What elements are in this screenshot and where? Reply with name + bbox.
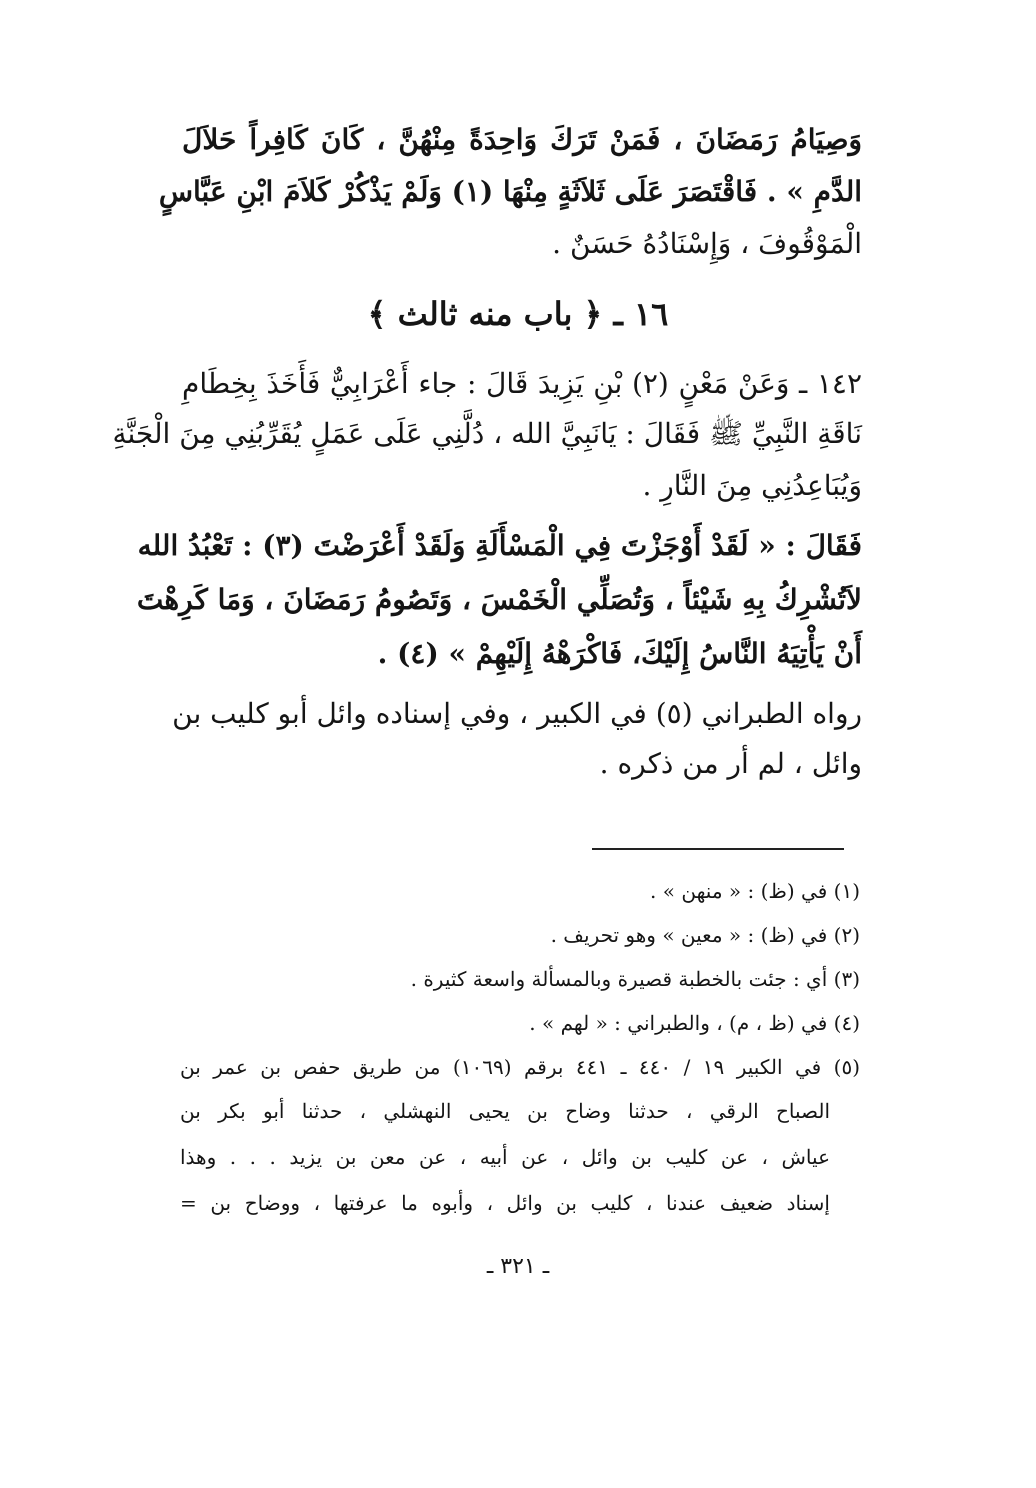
body-line-1: وَصِيَامُ رَمَضَانَ ، فَمَنْ تَرَكَ وَاحِدَةً مِنْهُنَّ ، كَانَ كَافِراً حَلاَلَ bbox=[182, 123, 862, 156]
section-heading: ١٦ ـ ﴿ باب منه ثالث ﴾ bbox=[367, 295, 669, 333]
body-line-5: نَاقَةِ النَّبِيِّ ﷺ فَقَالَ : يَانَبِيَّ الله ، دُلَّنِي عَلَى عَمَلٍ يُقَرِّبُنِي مِنَ الْجَنَّةِ bbox=[112, 417, 862, 450]
body-line-2: الدَّمِ » . فَاقْتَصَرَ عَلَى ثَلاَثَةٍ مِنْهَا (١) وَلَمْ يَذْكُرْ كَلاَمَ ابْنِ عَبَّاسٍ bbox=[158, 175, 862, 208]
body-line-10: رواه الطبراني (٥) في الكبير ، وفي إسناده وائل أبو كليب بن bbox=[172, 697, 862, 730]
body-line-8: لاَتُشْرِكُ بِهِ شَيْئاً ، وَتُصَلِّي الْخَمْسَ ، وَتَصُومُ رَمَضَانَ ، وَمَا كَرِهْتَ bbox=[136, 583, 862, 616]
footnote-1: (١) في (ظ) : « منهن » . bbox=[650, 879, 860, 903]
footnote-5-line-1: (٥) في الكبير ١٩ / ٤٤٠ ـ ٤٤١ برقم (١٠٦٩) من طريق حفص بن عمر بن bbox=[180, 1055, 861, 1079]
footnote-separator bbox=[592, 848, 844, 850]
footnote-3: (٣) أي : جئت بالخطبة قصيرة وبالمسألة واسعة كثيرة . bbox=[410, 967, 860, 991]
footnote-5-line-2: الصباح الرقي ، حدثنا وضاح بن يحيى النهشلي ، حدثنا أبو بكر بن bbox=[180, 1099, 830, 1123]
footnote-4: (٤) في (ظ ، م) ، والطبراني : « لهم » . bbox=[529, 1011, 860, 1035]
body-line-6: وَيُبَاعِدُنِي مِنَ النَّارِ . bbox=[642, 469, 862, 502]
body-line-9: أَنْ يَأْتِيَهُ النَّاسُ إِلَيْكَ، فَاكْرَهْهُ إِلَيْهِمْ » (٤) . bbox=[377, 637, 862, 670]
body-line-3: الْمَوْقُوفَ ، وَإِسْنَادُهُ حَسَنٌ . bbox=[552, 227, 862, 260]
body-line-7: فَقَالَ : « لَقَدْ أَوْجَزْتَ فِي الْمَسْأَلَةِ وَلَقَدْ أَعْرَضْتَ (٣) : تَعْبُدُ الله bbox=[137, 529, 862, 562]
page-number: ـ ٣٢١ ـ bbox=[486, 1254, 550, 1279]
body-line-11: وائل ، لم أر من ذكره . bbox=[599, 747, 862, 780]
footnote-5-line-4: إسناد ضعيف عندنا ، كليب بن وائل ، وأبوه ما عرفتها ، ووضاح بن = bbox=[180, 1191, 830, 1215]
body-line-4: ١٤٢ ـ وَعَنْ مَعْنٍ (٢) بْنِ يَزِيدَ قَالَ : جاء أَعْرَابِيٌّ فَأَخَذَ بِخِطَامِ bbox=[182, 367, 863, 400]
footnote-2: (٢) في (ظ) : « معين » وهو تحريف . bbox=[550, 923, 860, 947]
footnote-5-line-3: عياش ، عن كليب بن وائل ، عن أبيه ، عن معن بن يزيد . . . وهذا bbox=[180, 1145, 830, 1169]
